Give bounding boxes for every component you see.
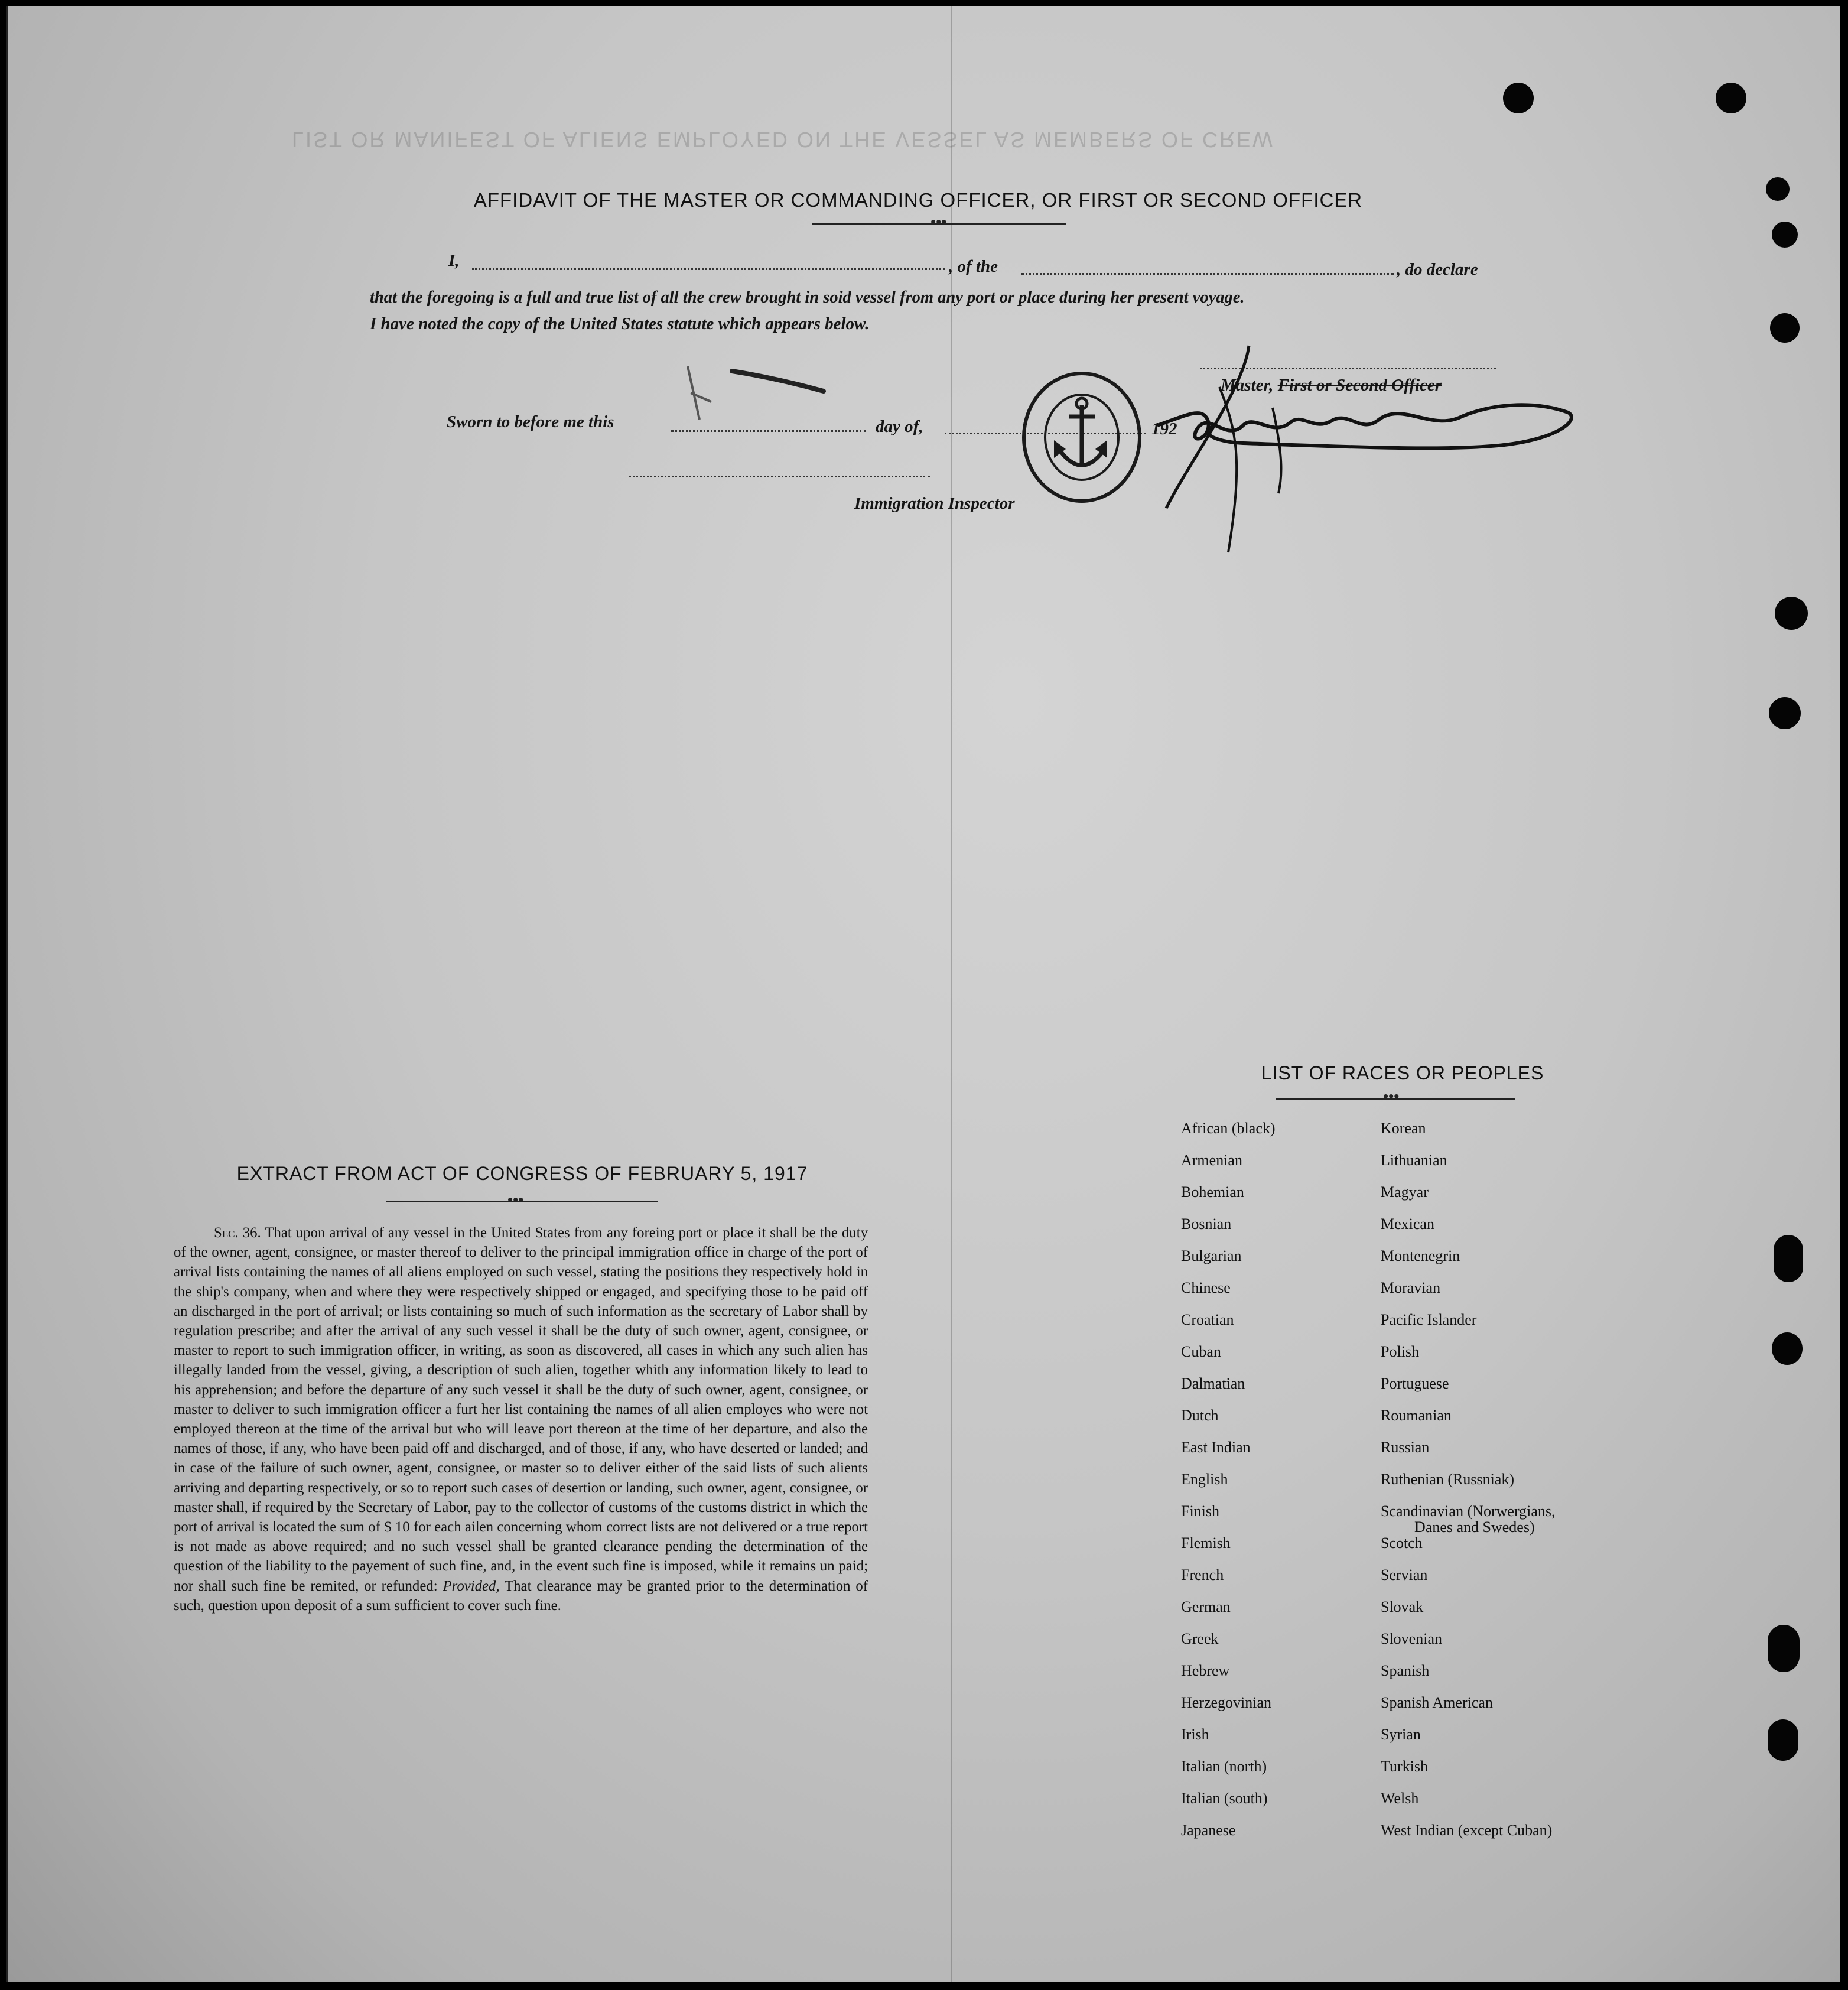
race-item: East Indian (1181, 1439, 1251, 1456)
sworn-day-blank[interactable] (671, 430, 866, 432)
race-item: Mexican (1381, 1215, 1434, 1233)
race-item: Slovak (1381, 1598, 1424, 1615)
race-item: Scotch (1381, 1534, 1423, 1552)
provided-word: Provided, (443, 1578, 500, 1594)
race-item: Turkish (1381, 1758, 1428, 1775)
race-item: German (1181, 1598, 1231, 1615)
statute-text (174, 1223, 868, 1615)
affidavit-declare: , do declare (1397, 260, 1478, 279)
race-item: Finish (1181, 1503, 1220, 1520)
race-item: African (black) (1181, 1120, 1276, 1137)
inspector-label: Immigration Inspector (854, 494, 1015, 513)
statute-body: That upon arrival of any vessel in the United States from any foreing port or place it shall be the duty of the owner, agent, consignee, or master thereof to deliver to the principal immigration office in charge of the port of arrival lists containing the names of all aliens employed on such vessel, stating the positions they respectively hold in the ship's company, when and where they were respectively shipped or engaged, and specifying those to be paid off an discharged in the port of arrival; or lists containing so much of such information as the secretary of Labor shall by regulation prescribe; and after the arrival of any such vessel it shall be the duty of such owner, agent, consignee, or master to report to such immigration officer, in writing, as soon as discovered, all cases in which any such alien has illegally landed from the vessel, giving, a description of such alien, together whith any information likely to lead to his apprehension; and before the departure of any such vessel it shall be the duty of such owner, agent, consignee, or master to deliver to such immigration officer a furt her list containing the names of all alien employes who were not employed thereon at the time of the arrival but who will leave port thereon at the time of her departure, and also the names of those, if any, who have been paid off and discharged, and of those, if any, who have deserted or landed; and in case of the failure of such owner, agent, consignee, or master so to deliver either of the said lists of such alients arriving and departing respectively, or so to report such cases of desertion or landing, such owner, agent, consignee, or master shall, if required by the Secretary of Labor, pay to the collector of customs of the customs district in which the port of arrival is located the sum of $ 10 for each ailen concerning whom correct lists are not delivered or a true report is not made as above required; and no such vessel shall be granted clearance pending the determination of the question of the liability to the payement of such fine, and, in the event such fine is imposed, while it remains un paid; nor shall such fine be remited, or refunded: (174, 1225, 868, 1594)
race-item: Welsh (1381, 1790, 1419, 1807)
company-stamp (1019, 369, 1146, 505)
race-item: Montenegrin (1381, 1247, 1460, 1264)
race-item: Syrian (1381, 1726, 1421, 1743)
year-prefix: 192 (1151, 420, 1177, 438)
race-item: Japanese (1181, 1822, 1236, 1839)
section-label: Sec. 36. (214, 1225, 261, 1241)
race-item: Flemish (1181, 1534, 1231, 1552)
race-item: Roumanian (1381, 1407, 1452, 1424)
extract-rule-ornament: ••• (507, 1191, 524, 1208)
punch-hole (1768, 1719, 1798, 1761)
race-item: Greek (1181, 1630, 1219, 1647)
sworn-label: Sworn to before me this (447, 412, 614, 431)
punch-hole (1772, 1332, 1803, 1365)
race-item: Italian (north) (1181, 1758, 1267, 1775)
extract-title: EXTRACT FROM ACT OF CONGRESS OF FEBRUARY 5, 1917 (236, 1163, 808, 1184)
affidavit-statute-note: I have noted the copy of the United States statute which appears below. (370, 314, 870, 333)
affidavit-statement: that the foregoing is a full and true list of all the crew brought in soid vessel from any port or place during her present voyage. (370, 288, 1245, 307)
race-item: Portuguese (1381, 1375, 1449, 1392)
race-item: Danes and Swedes) (1414, 1518, 1535, 1536)
struck-officer-text: First or Second Officer (1277, 376, 1442, 395)
race-item: Ruthenian (Russniak) (1381, 1471, 1515, 1488)
race-item: Chinese (1181, 1279, 1231, 1296)
race-item: West Indian (except Cuban) (1381, 1822, 1553, 1839)
race-item: Herzegovinian (1181, 1694, 1272, 1711)
race-item: Scandinavian (Norwergians, (1381, 1503, 1556, 1520)
punch-hole (1766, 177, 1790, 201)
race-item: Hebrew (1181, 1662, 1230, 1679)
punch-hole (1768, 1625, 1800, 1672)
provided-text: That clearance may be granted prior to the determination of such, question upon deposit of a sum sufficient to cover such fine. (174, 1578, 868, 1614)
race-item: Polish (1381, 1343, 1420, 1360)
punch-hole (1774, 1235, 1803, 1282)
race-item: Slovenian (1381, 1630, 1442, 1647)
races-title: LIST OF RACES OR PEOPLES (1261, 1062, 1544, 1084)
punch-hole (1769, 697, 1801, 729)
master-signature (1154, 343, 1580, 555)
race-item: Croatian (1181, 1311, 1234, 1328)
race-item: English (1181, 1471, 1228, 1488)
race-item: Korean (1381, 1120, 1426, 1137)
pencil-mark (676, 360, 853, 425)
race-item: Cuban (1181, 1343, 1221, 1360)
race-item: Dutch (1181, 1407, 1219, 1424)
affidavit-rule-ornament: ••• (930, 213, 947, 230)
race-item: Lithuanian (1381, 1152, 1447, 1169)
race-item: Armenian (1181, 1152, 1242, 1169)
race-item: Italian (south) (1181, 1790, 1268, 1807)
affidavit-i: I, (448, 251, 460, 270)
races-rule-ornament: ••• (1383, 1087, 1400, 1105)
punch-hole (1503, 83, 1534, 113)
race-item: French (1181, 1566, 1224, 1583)
race-item: Bohemian (1181, 1183, 1244, 1201)
race-item: Servian (1381, 1566, 1428, 1583)
vessel-blank[interactable] (1021, 273, 1394, 275)
inspector-signature-blank[interactable] (629, 476, 930, 477)
race-item: Dalmatian (1181, 1375, 1245, 1392)
race-item: Russian (1381, 1439, 1430, 1456)
race-item: Irish (1181, 1726, 1209, 1743)
punch-hole (1775, 597, 1808, 630)
race-item: Spanish American (1381, 1694, 1493, 1711)
document-page (6, 6, 1840, 1982)
name-blank[interactable] (472, 268, 945, 270)
punch-hole (1772, 222, 1798, 248)
race-item: Magyar (1381, 1183, 1429, 1201)
day-of-label: day of, (876, 417, 923, 436)
bleed-through-text: LIST OR MANIFEST OF ALIENS EMPLOYED ON THE VESSEL AS MEMBERS OF CREW (292, 128, 1275, 152)
race-item: Bosnian (1181, 1215, 1232, 1233)
master-word: Master, (1221, 376, 1274, 395)
punch-hole (1770, 313, 1800, 343)
affidavit-title: AFFIDAVIT OF THE MASTER OR COMMANDING OFFICER, OR FIRST OR SECOND OFFICER (473, 189, 1363, 211)
race-item: Bulgarian (1181, 1247, 1242, 1264)
affidavit-of-the: , of the (949, 257, 998, 276)
race-item: Spanish (1381, 1662, 1430, 1679)
race-item: Pacific Islander (1381, 1311, 1477, 1328)
race-item: Moravian (1381, 1279, 1441, 1296)
punch-hole (1716, 83, 1746, 113)
